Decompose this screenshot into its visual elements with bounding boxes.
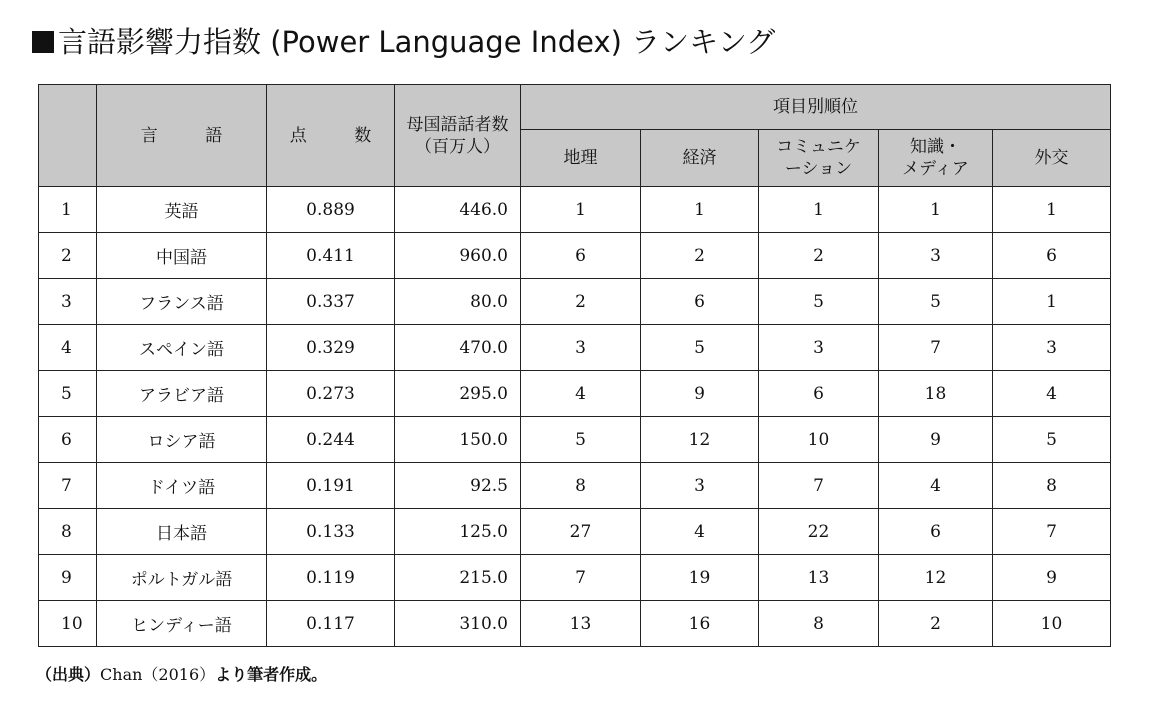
knowledge-media-rank-cell: 4 xyxy=(879,463,993,509)
header-language: 言 語 xyxy=(97,85,267,187)
knowledge-media-rank-cell: 5 xyxy=(879,279,993,325)
score-cell: 0.117 xyxy=(267,601,395,647)
header-speakers xyxy=(395,85,521,187)
diplomacy-rank-cell: 1 xyxy=(993,279,1111,325)
geography-rank-cell: 13 xyxy=(521,601,641,647)
diplomacy-rank-cell: 10 xyxy=(993,601,1111,647)
diplomacy-rank-cell: 4 xyxy=(993,371,1111,417)
communication-rank-cell: 10 xyxy=(759,417,879,463)
rank-cell: 5 xyxy=(39,371,97,417)
speakers-cell: 215.0 xyxy=(395,555,521,601)
geography-rank-cell: 8 xyxy=(521,463,641,509)
knowledge-media-rank-cell: 2 xyxy=(879,601,993,647)
table-row xyxy=(39,371,1111,417)
header-speakers-line1: 母国語話者数 xyxy=(406,114,509,135)
language-cell: フランス語 xyxy=(97,279,267,325)
geography-rank-cell: 6 xyxy=(521,233,641,279)
table-row xyxy=(39,233,1111,279)
header-economy: 経済 xyxy=(641,130,759,187)
diplomacy-rank-cell: 3 xyxy=(993,325,1111,371)
table-row xyxy=(39,509,1111,555)
economy-rank-cell: 3 xyxy=(641,463,759,509)
speakers-cell: 960.0 xyxy=(395,233,521,279)
diplomacy-rank-cell: 6 xyxy=(993,233,1111,279)
score-cell: 0.244 xyxy=(267,417,395,463)
table-row xyxy=(39,555,1111,601)
page-title xyxy=(32,22,775,62)
communication-rank-cell: 6 xyxy=(759,371,879,417)
table-row xyxy=(39,417,1111,463)
rank-cell: 4 xyxy=(39,325,97,371)
rank-cell: 8 xyxy=(39,509,97,555)
language-cell: アラビア語 xyxy=(97,371,267,417)
table-row xyxy=(39,279,1111,325)
communication-rank-cell: 2 xyxy=(759,233,879,279)
header-speakers-line2: （百万人） xyxy=(415,136,500,157)
header-diplomacy: 外交 xyxy=(993,130,1111,187)
economy-rank-cell: 19 xyxy=(641,555,759,601)
header-knowledge-media: 知識・ メディア xyxy=(879,130,993,187)
communication-rank-cell: 8 xyxy=(759,601,879,647)
language-cell: 中国語 xyxy=(97,233,267,279)
economy-rank-cell: 2 xyxy=(641,233,759,279)
score-cell: 0.273 xyxy=(267,371,395,417)
language-cell: 日本語 xyxy=(97,509,267,555)
language-cell: ドイツ語 xyxy=(97,463,267,509)
communication-rank-cell: 7 xyxy=(759,463,879,509)
geography-rank-cell: 7 xyxy=(521,555,641,601)
economy-rank-cell: 9 xyxy=(641,371,759,417)
diplomacy-rank-cell: 9 xyxy=(993,555,1111,601)
geography-rank-cell: 5 xyxy=(521,417,641,463)
knowledge-media-rank-cell: 12 xyxy=(879,555,993,601)
diplomacy-rank-cell: 7 xyxy=(993,509,1111,555)
geography-rank-cell: 2 xyxy=(521,279,641,325)
speakers-cell: 310.0 xyxy=(395,601,521,647)
knowledge-media-rank-cell: 6 xyxy=(879,509,993,555)
table-row xyxy=(39,187,1111,233)
square-bullet-icon xyxy=(32,31,54,53)
language-cell: ポルトガル語 xyxy=(97,555,267,601)
header-item-ranks: 項目別順位 xyxy=(521,85,1111,130)
speakers-cell: 92.5 xyxy=(395,463,521,509)
table-row xyxy=(39,463,1111,509)
header-rank xyxy=(39,85,97,187)
economy-rank-cell: 6 xyxy=(641,279,759,325)
geography-rank-cell: 4 xyxy=(521,371,641,417)
knowledge-media-rank-cell: 3 xyxy=(879,233,993,279)
economy-rank-cell: 5 xyxy=(641,325,759,371)
rank-cell: 6 xyxy=(39,417,97,463)
communication-rank-cell: 1 xyxy=(759,187,879,233)
economy-rank-cell: 12 xyxy=(641,417,759,463)
knowledge-media-rank-cell: 9 xyxy=(879,417,993,463)
knowledge-media-rank-cell: 1 xyxy=(879,187,993,233)
language-cell: スペイン語 xyxy=(97,325,267,371)
table-header xyxy=(39,85,1111,187)
rank-cell: 3 xyxy=(39,279,97,325)
score-cell: 0.411 xyxy=(267,233,395,279)
score-cell: 0.191 xyxy=(267,463,395,509)
ranking-table xyxy=(38,84,1111,647)
rank-cell: 2 xyxy=(39,233,97,279)
speakers-cell: 125.0 xyxy=(395,509,521,555)
diplomacy-rank-cell: 1 xyxy=(993,187,1111,233)
speakers-cell: 80.0 xyxy=(395,279,521,325)
header-communication: コミュニケ ーション xyxy=(759,130,879,187)
knowledge-media-rank-cell: 18 xyxy=(879,371,993,417)
communication-rank-cell: 13 xyxy=(759,555,879,601)
economy-rank-cell: 4 xyxy=(641,509,759,555)
score-cell: 0.119 xyxy=(267,555,395,601)
speakers-cell: 446.0 xyxy=(395,187,521,233)
communication-rank-cell: 22 xyxy=(759,509,879,555)
header-score: 点 数 xyxy=(267,85,395,187)
table-row xyxy=(39,601,1111,647)
knowledge-media-rank-cell: 7 xyxy=(879,325,993,371)
score-cell: 0.329 xyxy=(267,325,395,371)
communication-rank-cell: 5 xyxy=(759,279,879,325)
source-note: （出典）Chan（2016）より筆者作成。 xyxy=(36,665,328,684)
score-cell: 0.133 xyxy=(267,509,395,555)
economy-rank-cell: 1 xyxy=(641,187,759,233)
table-body xyxy=(39,187,1111,647)
geography-rank-cell: 3 xyxy=(521,325,641,371)
header-geography: 地理 xyxy=(521,130,641,187)
speakers-cell: 150.0 xyxy=(395,417,521,463)
language-cell: ロシア語 xyxy=(97,417,267,463)
score-cell: 0.889 xyxy=(267,187,395,233)
page-title-text: 言語影響力指数 (Power Language Index) ランキング xyxy=(58,25,776,59)
language-cell: 英語 xyxy=(97,187,267,233)
language-cell: ヒンディー語 xyxy=(97,601,267,647)
table-row xyxy=(39,325,1111,371)
diplomacy-rank-cell: 5 xyxy=(993,417,1111,463)
rank-cell: 10 xyxy=(39,601,97,647)
rank-cell: 9 xyxy=(39,555,97,601)
speakers-cell: 470.0 xyxy=(395,325,521,371)
geography-rank-cell: 27 xyxy=(521,509,641,555)
speakers-cell: 295.0 xyxy=(395,371,521,417)
rank-cell: 7 xyxy=(39,463,97,509)
economy-rank-cell: 16 xyxy=(641,601,759,647)
rank-cell: 1 xyxy=(39,187,97,233)
diplomacy-rank-cell: 8 xyxy=(993,463,1111,509)
score-cell: 0.337 xyxy=(267,279,395,325)
communication-rank-cell: 3 xyxy=(759,325,879,371)
geography-rank-cell: 1 xyxy=(521,187,641,233)
